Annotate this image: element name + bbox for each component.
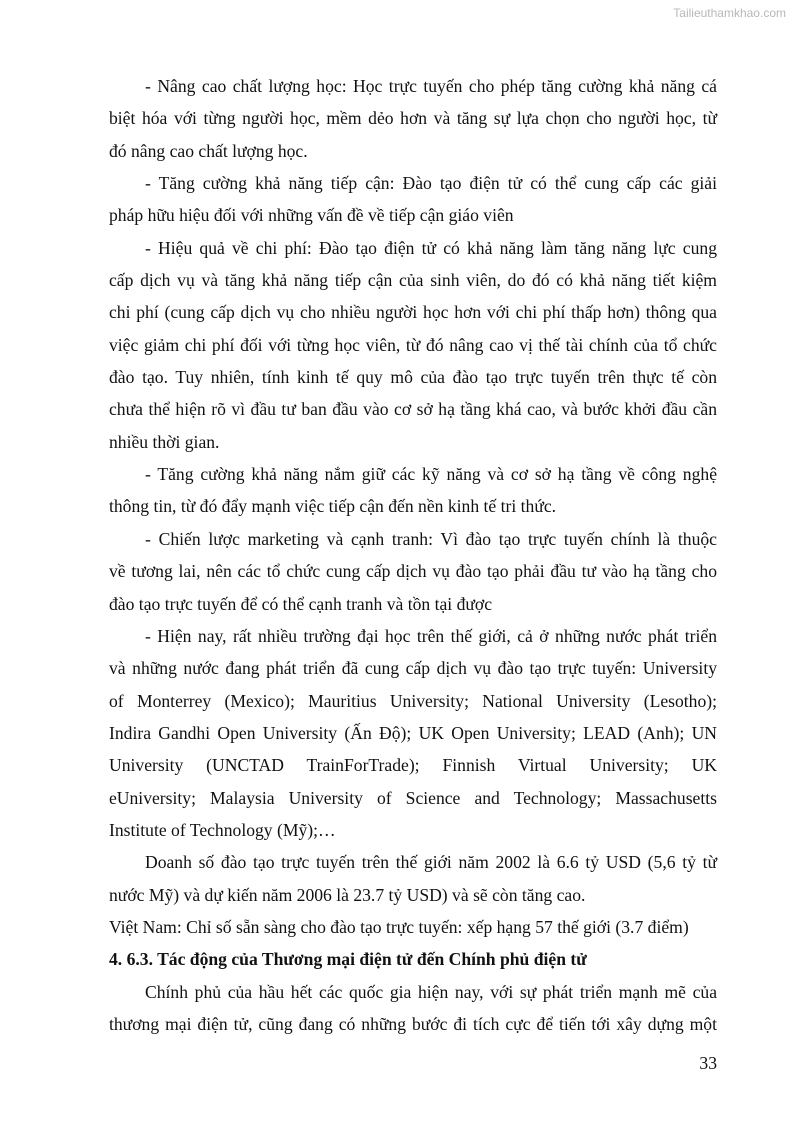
- paragraph: [109, 458, 717, 523]
- page-number: 33: [699, 1053, 717, 1073]
- paragraph: [109, 232, 717, 458]
- paragraph: [109, 846, 717, 911]
- paragraph-line: và những nước đang phát triển đã cung cấp dịch vụ đào tạo trực tuyến: University: [109, 658, 717, 679]
- section-heading: 4. 6.3. Tác động của Thương mại điện tử đến Chính phủ điện tử: [109, 949, 587, 970]
- paragraph-line: Doanh số đào tạo trực tuyến trên thế giới năm 2002 là 6.6 tỷ USD (5,6 tỷ từ: [145, 852, 717, 873]
- paragraph-line: University (UNCTAD TrainForTrade); Finnish Virtual University; UK: [109, 755, 717, 776]
- paragraph-line: of Monterrey (Mexico); Mauritius University; National University (Lesotho);: [109, 690, 717, 711]
- paragraph-line: đó nâng cao chất lượng học.: [109, 140, 308, 161]
- paragraph-line: thông tin, từ đó đẩy mạnh việc tiếp cận đến nền kinh tế tri thức.: [109, 496, 557, 517]
- paragraph-line: Chính phủ của hầu hết các quốc gia hiện nay, với sự phát triển mạnh mẽ của: [145, 981, 717, 1002]
- paragraph-line: thương mại điện tử, cũng đang có những bước đi tích cực để tiến tới xây dựng một: [109, 1013, 717, 1034]
- paragraph-line: nước Mỹ) và dự kiến năm 2006 là 23.7 tỷ USD) và sẽ còn tăng cao.: [109, 884, 586, 905]
- vietnam-readiness-line: Việt Nam: Chỉ số sẵn sàng cho đào tạo trực tuyến: xếp hạng 57 thế giới (3.7 điểm): [109, 916, 689, 937]
- paragraph-line: eUniversity; Malaysia University of Science and Technology; Massachusetts: [109, 787, 717, 808]
- paragraph-line: - Hiệu quả về chi phí: Đào tạo điện tử có khả năng làm tăng năng lực cung: [145, 237, 717, 258]
- paragraph: [109, 167, 717, 232]
- paragraph-line: cấp dịch vụ và tăng khả năng tiếp cận của sinh viên, do đó có khả năng tiết kiệm: [109, 270, 717, 291]
- paragraph-line: biệt hóa với từng người học, mềm dẻo hơn và tăng sự lựa chọn cho người học, từ: [109, 108, 717, 129]
- paragraph: [109, 620, 717, 846]
- document-body: [109, 70, 717, 1040]
- paragraph-line: Indira Gandhi Open University (Ấn Độ); UK Open University; LEAD (Anh); UN: [109, 722, 717, 743]
- paragraph-line: - Chiến lược marketing và cạnh tranh: Vì đào tạo trực tuyến chính là thuộc: [145, 528, 717, 549]
- paragraph-line: đào tạo. Tuy nhiên, tính kinh tế quy mô của đào tạo trực tuyến trên thực tế còn: [109, 367, 717, 388]
- paragraph: [109, 523, 717, 620]
- paragraph-line: việc giảm chi phí đối với từng học viên, từ đó nâng cao vị thế tài chính của tổ chức: [109, 334, 717, 355]
- final-paragraph: [109, 976, 717, 1041]
- paragraph-line: - Nâng cao chất lượng học: Học trực tuyến cho phép tăng cường khả năng cá: [145, 76, 717, 96]
- paragraph-line: chi phí (cung cấp dịch vụ cho nhiều người học hơn với chi phí thấp hơn) thông qua: [109, 302, 717, 323]
- watermark: Tailieuthamkhao.com: [673, 6, 786, 20]
- paragraph-line: chưa thể hiện rõ vì đầu tư ban đầu vào cơ sở hạ tầng khá cao, và bước khởi đầu cần: [109, 399, 717, 420]
- paragraph-line: đào tạo trực tuyến để có thể cạnh tranh và tồn tại được: [109, 593, 493, 614]
- paragraph: [109, 70, 717, 167]
- paragraph-line: nhiều thời gian.: [109, 431, 220, 452]
- paragraph-line: - Tăng cường khả năng tiếp cận: Đào tạo điện tử có thể cung cấp các giải: [145, 173, 717, 194]
- paragraph-line: pháp hữu hiệu đối với những vấn đề về tiếp cận giáo viên: [109, 205, 514, 226]
- paragraph-line: Institute of Technology (Mỹ);…: [109, 819, 336, 840]
- paragraphs: [109, 70, 717, 911]
- paragraph-line: - Tăng cường khả năng nắm giữ các kỹ năng và cơ sở hạ tầng về công nghệ: [145, 464, 717, 485]
- paragraph-line: về tương lai, nên các tổ chức cung cấp dịch vụ đào tạo phải đầu tư vào hạ tầng cho: [109, 561, 717, 582]
- paragraph-line: - Hiện nay, rất nhiều trường đại học trên thế giới, cả ở những nước phát triển: [145, 625, 717, 646]
